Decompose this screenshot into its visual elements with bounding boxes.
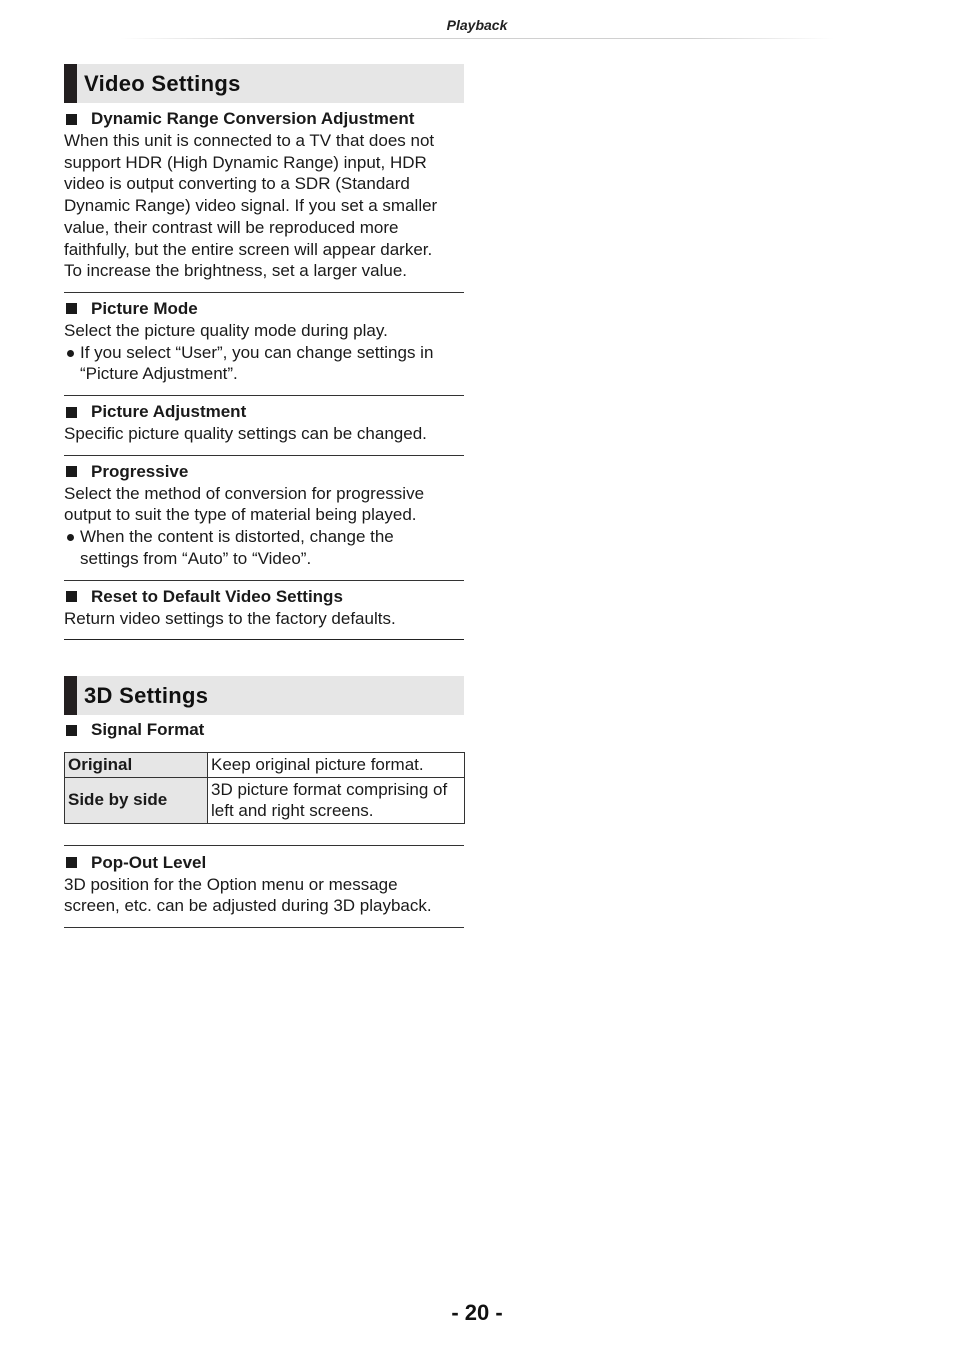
square-bullet-icon <box>66 466 77 477</box>
dynamic-range-description <box>64 130 464 282</box>
table-key-cell: Side by side <box>65 777 208 823</box>
video-settings-title: Video Settings <box>84 70 241 96</box>
signal-format-table <box>64 752 465 824</box>
settings-3d-title: 3D Settings <box>84 682 209 708</box>
video-settings-header <box>64 64 464 103</box>
dynamic-range-line: To increase the brightness, set a larger value. <box>64 261 408 281</box>
divider <box>64 580 464 581</box>
section-end-rule <box>64 639 464 640</box>
picture-mode-note-line: “Picture Adjustment”. <box>80 364 238 384</box>
signal-format-title <box>64 719 464 741</box>
progressive-note-line: When the content is distorted, change the <box>80 527 394 547</box>
square-bullet-icon <box>66 857 77 868</box>
pop-out-line: 3D position for the Option menu or message <box>64 874 398 894</box>
progressive-note-line: settings from “Auto” to “Video”. <box>80 548 312 568</box>
page-number: - 20 - <box>451 1300 503 1325</box>
progressive-line: Select the method of conversion for progressive <box>64 483 425 503</box>
picture-adjustment-item <box>64 401 464 445</box>
table-row <box>65 777 465 823</box>
signal-format-item <box>64 719 464 824</box>
dynamic-range-line: video is output converting to a SDR (Standard <box>64 174 410 194</box>
dynamic-range-line: faithfully, but the entire screen will appear darker. <box>64 239 433 259</box>
progressive-description <box>64 483 464 526</box>
picture-mode-description: Select the picture quality mode during play. <box>64 320 388 340</box>
table-value-line: left and right screens. <box>211 801 374 820</box>
picture-mode-item <box>64 298 464 385</box>
settings-3d-section <box>64 676 464 928</box>
pop-out-line: screen, etc. can be adjusted during 3D playback. <box>64 896 432 916</box>
dynamic-range-item <box>64 108 464 282</box>
dynamic-range-title-text: Dynamic Range Conversion Adjustment <box>91 109 415 128</box>
pop-out-title <box>64 852 464 874</box>
picture-adjustment-title-text: Picture Adjustment <box>91 402 247 422</box>
dynamic-range-title <box>64 108 464 130</box>
table-row <box>65 753 465 778</box>
divider <box>64 845 464 846</box>
square-bullet-icon <box>66 303 77 314</box>
dynamic-range-line: value, their contrast will be reproduced more <box>64 217 399 237</box>
reset-title-text: Reset to Default Video Settings <box>91 586 343 606</box>
pop-out-description <box>64 874 464 917</box>
progressive-item <box>64 461 464 570</box>
progressive-title-text: Progressive <box>91 461 189 481</box>
video-settings-section <box>64 64 464 640</box>
divider <box>64 292 464 293</box>
square-bullet-icon <box>66 114 77 125</box>
section-end-rule <box>64 927 464 928</box>
dynamic-range-line: support HDR (High Dynamic Range) input, HDR <box>64 152 427 172</box>
table-value-line: Keep original picture format. <box>211 755 424 774</box>
square-bullet-icon <box>66 725 77 736</box>
table-value-cell <box>208 777 465 823</box>
progressive-line: output to suit the type of material being played. <box>64 505 417 525</box>
picture-mode-title-text: Picture Mode <box>91 298 198 318</box>
picture-mode-note-line: If you select “User”, you can change settings in <box>80 342 434 362</box>
dynamic-range-line: When this unit is connected to a TV that does not <box>64 131 435 150</box>
settings-3d-header <box>64 676 464 715</box>
table-value-cell <box>208 753 465 778</box>
header-rule <box>120 38 834 39</box>
picture-mode-title <box>64 298 464 320</box>
square-bullet-icon <box>66 591 77 602</box>
table-value-line: 3D picture format comprising of <box>211 779 448 799</box>
picture-adjustment-description: Specific picture quality settings can be changed. <box>64 424 427 444</box>
reset-title <box>64 586 464 608</box>
divider <box>64 455 464 456</box>
table-key-cell: Original <box>65 753 208 778</box>
signal-format-title-text: Signal Format <box>91 720 205 739</box>
progressive-title <box>64 461 464 483</box>
pop-out-title-text: Pop-Out Level <box>91 852 207 872</box>
progressive-note <box>64 526 464 569</box>
divider <box>64 395 464 396</box>
square-bullet-icon <box>66 407 77 418</box>
running-head: Playback <box>446 17 508 33</box>
reset-item <box>64 586 464 630</box>
dynamic-range-line: Dynamic Range) video signal. If you set a smaller <box>64 196 438 216</box>
pop-out-item <box>64 852 464 917</box>
picture-adjustment-title <box>64 401 464 423</box>
reset-description: Return video settings to the factory defaults. <box>64 608 396 628</box>
picture-mode-note <box>64 342 464 385</box>
